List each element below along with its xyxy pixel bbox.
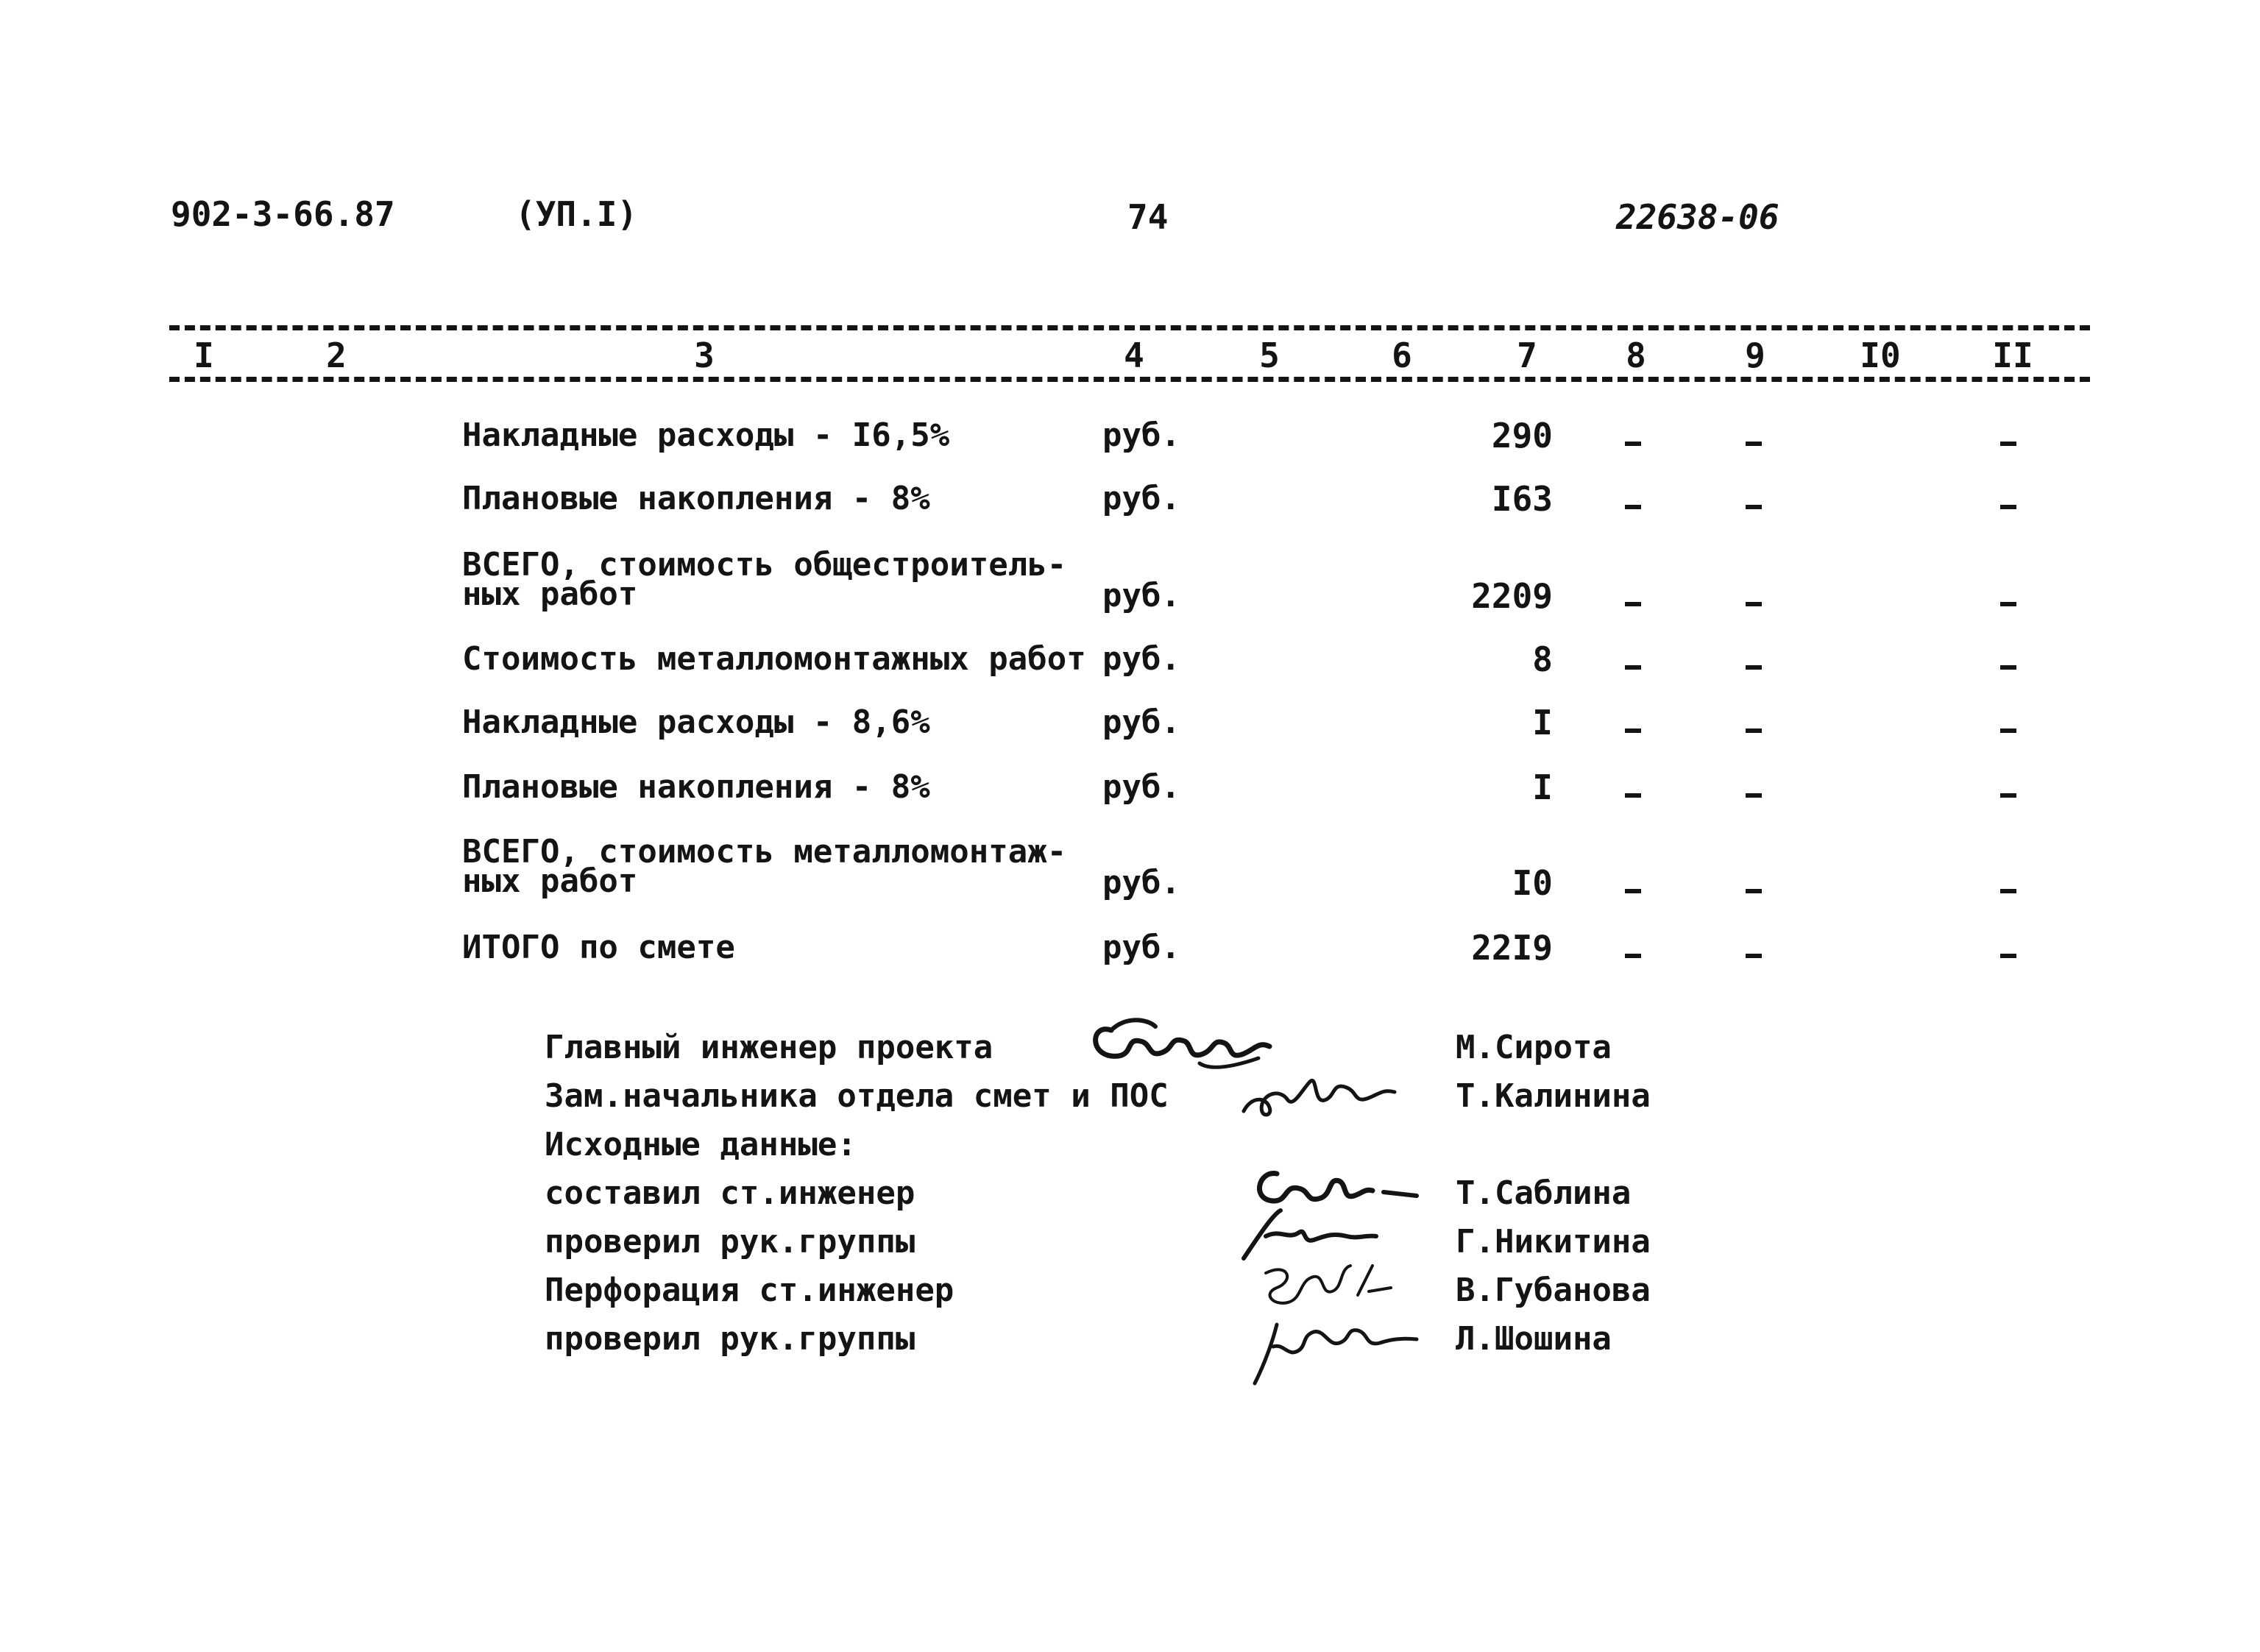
column-number: 3 [694, 336, 715, 375]
signature-name: В.Губанова [1456, 1272, 1651, 1309]
signature-name: Т.Калинина [1456, 1077, 1651, 1115]
signature-role: проверил рук.группы [545, 1223, 915, 1261]
row-value: 22I9 [1471, 928, 1553, 968]
handwritten-signature-kalinina [1236, 1060, 1413, 1126]
dash-mark [1746, 889, 1762, 893]
row-unit: руб. [1102, 929, 1180, 966]
dash-mark [2000, 793, 2016, 798]
signature-row [0, 1077, 2260, 1124]
dash-mark [1625, 954, 1641, 958]
dash-mark [1625, 602, 1641, 606]
column-number: 2 [326, 336, 347, 375]
dash-mark [1625, 889, 1641, 893]
table-header-rule [169, 377, 2090, 382]
dash-mark [1746, 505, 1762, 509]
row-unit: руб. [1102, 416, 1180, 454]
dash-mark [2000, 442, 2016, 446]
row-description: Плановые накопления - 8% [462, 480, 930, 517]
row-description: Накладные расходы - 8,6% [462, 703, 930, 741]
signature-role: Зам.начальника отдела смет и ПОС [545, 1077, 1169, 1115]
inventory-number: 22638-06 [1616, 197, 1779, 237]
row-description: Накладные расходы - I6,5% [462, 416, 950, 454]
signature-role: Главный инженер проекта [545, 1029, 993, 1066]
row-value: 2209 [1471, 576, 1553, 616]
dash-mark [2000, 954, 2016, 958]
dash-mark [1625, 442, 1641, 446]
dash-mark [2000, 889, 2016, 893]
column-number: 6 [1392, 336, 1412, 375]
signature-name: М.Сирота [1456, 1029, 1612, 1066]
column-number: 5 [1259, 336, 1280, 375]
album-label: (УП.I) [515, 194, 638, 234]
signature-row [0, 1272, 2260, 1319]
row-value: I [1532, 767, 1553, 807]
dash-mark [2000, 505, 2016, 509]
dash-mark [1746, 602, 1762, 606]
signature-role: Перфорация ст.инженер [545, 1272, 954, 1309]
row-unit: руб. [1102, 864, 1180, 901]
dash-mark [1625, 793, 1641, 798]
dash-mark [2000, 602, 2016, 606]
handwritten-signature-shoshina [1244, 1302, 1435, 1391]
dash-mark [1625, 728, 1641, 733]
column-number: 7 [1517, 336, 1537, 375]
page-number: 74 [1127, 197, 1169, 237]
row-unit: руб. [1102, 577, 1180, 614]
signature-role: составил ст.инженер [545, 1174, 915, 1212]
row-value: 8 [1532, 639, 1553, 679]
document-code: 902-3-66.87 [171, 194, 395, 234]
signature-role: проверил рук.группы [545, 1320, 915, 1358]
row-unit: руб. [1102, 768, 1180, 806]
row-description: ВСЕГО, стоимость общестроитель- [462, 546, 1067, 584]
dash-mark [1746, 728, 1762, 733]
signature-row [0, 1174, 2260, 1222]
column-number: II [1992, 336, 2033, 375]
row-value: 290 [1491, 416, 1553, 455]
dash-mark [2000, 728, 2016, 733]
dash-mark [1746, 793, 1762, 798]
signature-section-label [0, 1126, 2260, 1173]
row-value: I0 [1512, 863, 1553, 903]
dash-mark [1625, 505, 1641, 509]
row-description: ИТОГО по смете [462, 929, 735, 966]
column-number: I0 [1860, 336, 1901, 375]
column-number: 9 [1745, 336, 1765, 375]
signature-row [0, 1223, 2260, 1270]
row-value: I [1532, 703, 1553, 742]
row-description: ВСЕГО, стоимость металломонтаж- [462, 833, 1067, 871]
row-unit: руб. [1102, 480, 1180, 517]
row-description: Плановые накопления - 8% [462, 768, 930, 806]
dash-mark [2000, 665, 2016, 670]
signature-name: Т.Саблина [1456, 1174, 1632, 1212]
dash-mark [1746, 665, 1762, 670]
row-unit: руб. [1102, 703, 1180, 741]
row-description-cont: ных работ [462, 862, 638, 900]
signature-name: Г.Никитина [1456, 1223, 1651, 1261]
column-number: I [194, 336, 214, 375]
dash-mark [1746, 442, 1762, 446]
row-description-cont: ных работ [462, 575, 638, 613]
signature-row [0, 1320, 2260, 1367]
row-value: I63 [1491, 479, 1553, 519]
table-top-rule [169, 325, 2090, 330]
column-number: 8 [1626, 336, 1646, 375]
signature-name: Л.Шошина [1456, 1320, 1612, 1358]
row-unit: руб. [1102, 640, 1180, 678]
row-description: Стоимость металломонтажных работ [462, 640, 1086, 678]
dash-mark [1625, 665, 1641, 670]
dash-mark [1746, 954, 1762, 958]
signature-role: Исходные данные: [545, 1126, 857, 1163]
column-number: 4 [1124, 336, 1144, 375]
